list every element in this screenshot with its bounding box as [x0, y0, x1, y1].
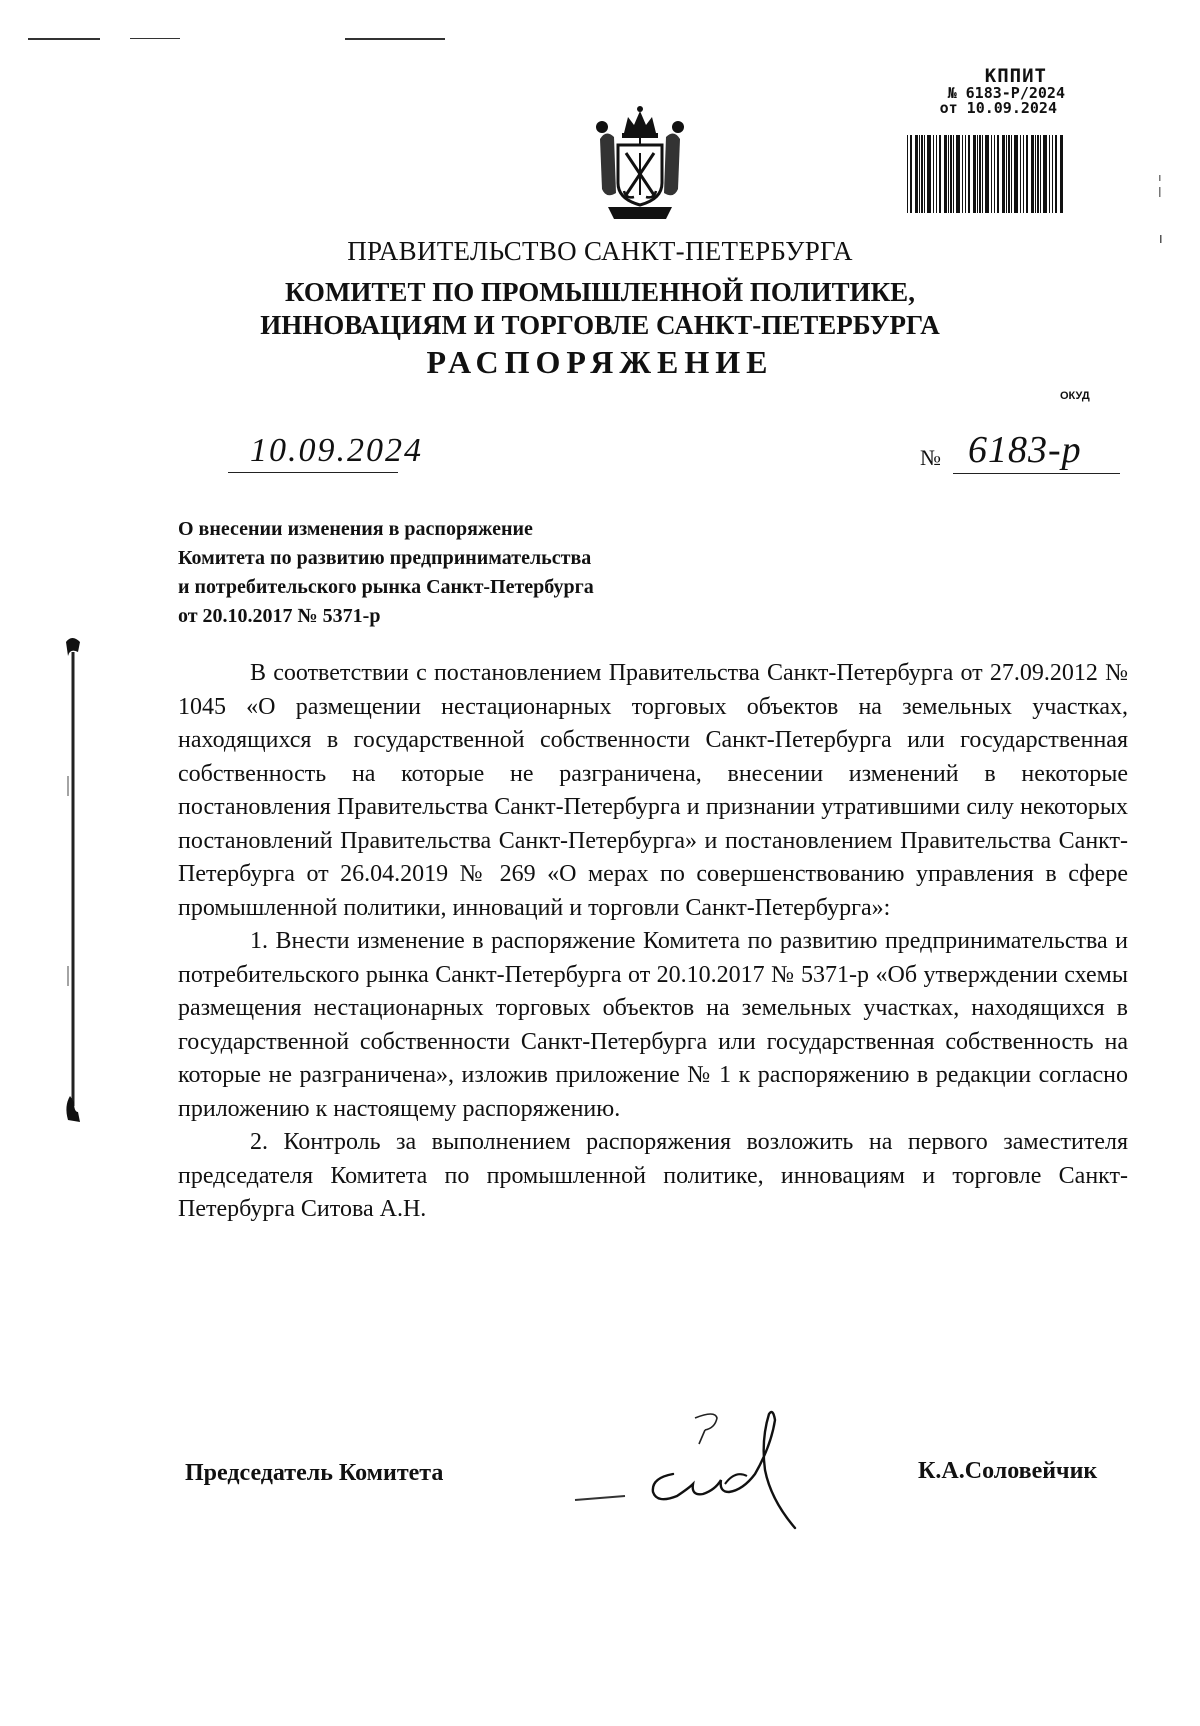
barcode-bar	[965, 135, 966, 213]
government-title: ПРАВИТЕЛЬСТВО САНКТ-ПЕТЕРБУРГА	[347, 236, 853, 266]
document-body	[178, 657, 1128, 1227]
subject-line: Комитета по развитию предпринимательства	[178, 547, 592, 569]
barcode-bar	[982, 135, 983, 213]
barcode-bar	[1011, 135, 1012, 213]
barcode-bar	[944, 135, 947, 213]
barcode-bar	[953, 135, 954, 213]
barcode-bar	[956, 135, 960, 213]
subject-line: О внесении изменения в распоряжение	[178, 518, 533, 540]
scan-mark	[28, 38, 100, 40]
barcode-bar	[1023, 135, 1024, 213]
barcode-bar	[991, 135, 992, 213]
document-type-title: РАСПОРЯЖЕНИЕ	[426, 344, 774, 380]
document-subject	[178, 515, 594, 631]
margin-bracket-mark	[60, 636, 90, 1131]
item-2-paragraph: 2. Контроль за выполнением распоряжения возложить на первого заместителя председателя Комитета по промышленной политике, инновациям и торговле Санкт-Петербурга Ситова А.Н.	[178, 1129, 1128, 1222]
barcode-bar	[1040, 135, 1041, 213]
stamp-line3: от 10.09.2024	[939, 99, 1057, 117]
barcode-bar	[1026, 135, 1028, 213]
number-label: №	[920, 445, 941, 470]
barcode-bar	[1014, 135, 1018, 213]
registration-stamp	[905, 67, 1065, 116]
barcode-bar	[994, 135, 995, 213]
number-underline	[953, 473, 1120, 474]
barcode-bar	[924, 135, 925, 213]
stamp-line1: КППИТ	[984, 65, 1047, 87]
barcode-bar	[915, 135, 918, 213]
barcode-bar	[1008, 135, 1010, 213]
barcode-bar	[921, 135, 923, 213]
barcode-bar	[927, 135, 931, 213]
handwritten-signature	[565, 1400, 855, 1540]
barcode-bar	[1006, 135, 1007, 213]
preamble-paragraph: В соответствии с постановлением Правительства Санкт-Петербурга от 27.09.2012 № 1045 «О размещении нестационарных торговых объектов на земельных участках, находящихся в государственной собственности Санкт-Петербурга или государственная собственность на которые не разграничена, внесении изменений в некоторые постановления Правительства Санкт-Петербурга и признании утратившими силу некоторых постановлений Правительства Санкт-Петербурга» и постановлением Правительства Санкт-Петербурга от 26.04.2019 № 269 «О мерах по совершенствованию управления в сфере промышленной политики, инноваций и торговли Санкт-Петербурга»:	[178, 660, 1128, 921]
signatory-title: Председатель Комитета	[185, 1460, 444, 1486]
barcode-bar	[1049, 135, 1050, 213]
barcode-bar	[1043, 135, 1047, 213]
coat-of-arms-emblem	[590, 103, 690, 221]
barcode-bar	[907, 135, 908, 213]
barcode-bar	[919, 135, 920, 213]
scan-mark	[345, 38, 445, 40]
barcode-bar	[1052, 135, 1053, 213]
barcode-bar	[936, 135, 937, 213]
barcode-bar	[939, 135, 941, 213]
barcode	[905, 135, 1065, 213]
barcode-bar	[1031, 135, 1034, 213]
item-1-paragraph: 1. Внести изменение в распоряжение Комитета по развитию предпринимательства и потребительского рынка Санкт-Петербурга от 20.10.2017 № 5371-р «Об утверждении схемы размещения нестационарных торговых объектов на земельных участках, находящихся в государственной собственности Санкт-Петербурга или государственная собственность на которые не разграничена», изложив приложение № 1 к распоряжению в редакции согласно приложению к настоящему распоряжению.	[178, 928, 1128, 1122]
date-underline	[228, 472, 398, 473]
committee-title-line1: КОМИТЕТ ПО ПРОМЫШЛЕННОЙ ПОЛИТИКЕ,	[285, 277, 915, 307]
okud-label: ОКУД	[1060, 390, 1090, 402]
barcode-bar	[1055, 135, 1057, 213]
barcode-bar	[950, 135, 952, 213]
subject-line: от 20.10.2017 № 5371-р	[178, 605, 381, 627]
committee-title-line2: ИННОВАЦИЯМ И ТОРГОВЛЕ САНКТ-ПЕТЕРБУРГА	[260, 310, 940, 340]
handwritten-date: 10.09.2024	[250, 432, 423, 469]
barcode-bar	[1037, 135, 1039, 213]
barcode-bar	[979, 135, 981, 213]
barcode-bar	[968, 135, 970, 213]
barcode-bar	[973, 135, 976, 213]
subject-line: и потребительского рынка Санкт-Петербурга	[178, 576, 594, 598]
barcode-bar	[997, 135, 999, 213]
stamp-line2: № 6183-Р/2024	[947, 84, 1065, 102]
signatory-name: К.А.Соловейчик	[918, 1458, 1098, 1484]
barcode-bar	[1020, 135, 1021, 213]
barcode-bar	[948, 135, 949, 213]
barcode-bar	[910, 135, 912, 213]
handwritten-number: 6183-р	[968, 429, 1082, 471]
barcode-bar	[1035, 135, 1036, 213]
barcode-bar	[933, 135, 934, 213]
barcode-bar	[977, 135, 978, 213]
barcode-bar	[962, 135, 963, 213]
barcode-bar	[985, 135, 989, 213]
barcode-bar	[1002, 135, 1005, 213]
scan-mark	[130, 38, 180, 39]
barcode-bar	[1060, 135, 1063, 213]
